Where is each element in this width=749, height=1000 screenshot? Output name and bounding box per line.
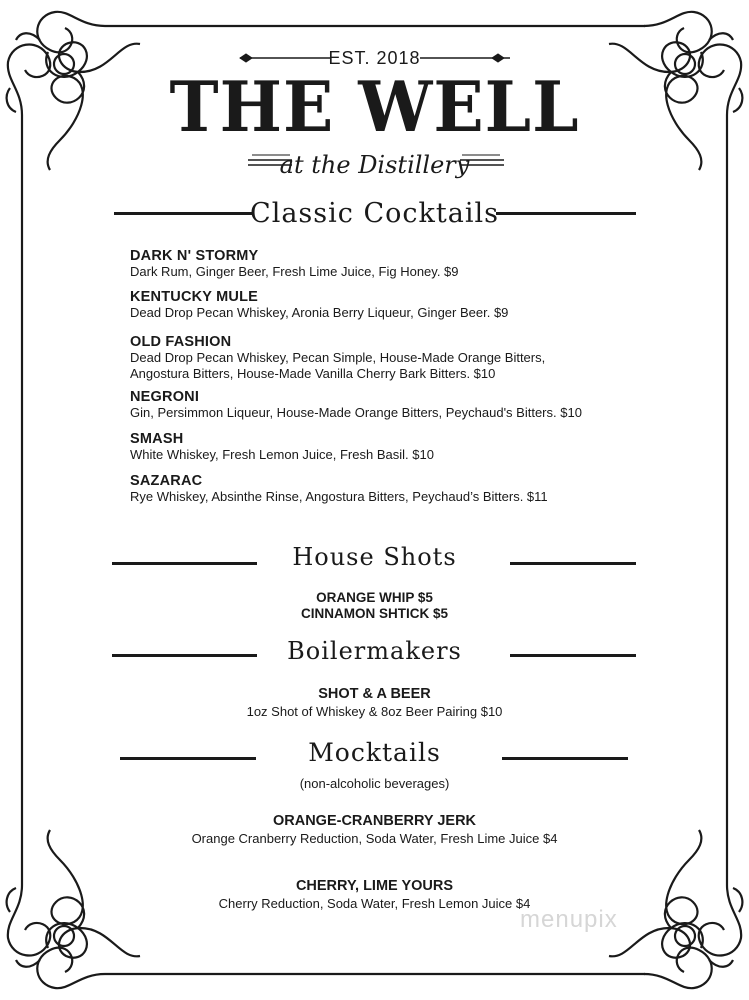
item-name: SAZARAC — [130, 473, 203, 489]
menu-item — [130, 389, 582, 421]
menu-item — [130, 289, 508, 321]
shot-item: CINNAMON SHTICK $5 — [300, 606, 448, 621]
watermark: menupix — [520, 906, 618, 933]
menu-item — [130, 473, 548, 505]
item-description: Gin, Persimmon Liqueur, House-Made Orange Bitters, Peychaud's Bitters. $10 — [130, 405, 582, 420]
brand-name: THE WELL — [169, 66, 580, 148]
shots-list — [0, 590, 749, 622]
item-description: White Whiskey, Fresh Lemon Juice, Fresh Basil. $10 — [130, 447, 434, 462]
mocktails-title: Mocktails — [308, 738, 441, 767]
mocktails-note: (non-alcoholic beverages) — [299, 776, 450, 791]
item-description: 1oz Shot of Whiskey & 8oz Beer Pairing $10 — [246, 704, 503, 719]
item-name: KENTUCKY MULE — [130, 289, 259, 305]
shot-item: ORANGE WHIP $5 — [316, 590, 433, 605]
item-name: CHERRY, LIME YOURS — [295, 878, 454, 894]
item-description: Dead Drop Pecan Whiskey, Aronia Berry Liqueur, Ginger Beer. $9 — [130, 305, 509, 320]
house-shots-title: House Shots — [292, 543, 457, 571]
classic-cocktails-title: Classic Cocktails — [250, 198, 499, 229]
item-description-continued: Angostura Bitters, House-Made Vanilla Cherry Bark Bitters. $10 — [130, 366, 496, 381]
item-name: DARK N' STORMY — [130, 248, 259, 264]
item-name: SMASH — [130, 431, 184, 447]
item-description: Dead Drop Pecan Whiskey, Pecan Simple, House-Made Orange Bitters, — [130, 350, 546, 365]
item-name: OLD FASHION — [130, 334, 232, 350]
item-description: Rye Whiskey, Absinthe Rinse, Angostura Bitters, Peychaud’s Bitters. $11 — [130, 489, 548, 504]
menu-item — [0, 878, 749, 912]
boilermakers-title: Boilermakers — [287, 637, 462, 665]
menu-item — [130, 334, 545, 382]
item-name: NEGRONI — [130, 389, 200, 405]
item-name: ORANGE-CRANBERRY JERK — [272, 813, 477, 829]
menu-item — [0, 813, 749, 847]
item-description: Cherry Reduction, Soda Water, Fresh Lemon Juice $4 — [218, 896, 531, 911]
menu-item — [0, 686, 749, 720]
menu-item — [130, 431, 434, 463]
item-name: SHOT & A BEER — [318, 686, 431, 702]
item-description: Orange Cranberry Reduction, Soda Water, Fresh Lime Juice $4 — [191, 831, 558, 846]
item-description: Dark Rum, Ginger Beer, Fresh Lime Juice, Fig Honey. $9 — [130, 264, 459, 279]
established-label: EST. 2018 — [328, 48, 421, 68]
menu-item — [130, 248, 459, 280]
brand-tagline: at the Distillery — [279, 151, 470, 179]
